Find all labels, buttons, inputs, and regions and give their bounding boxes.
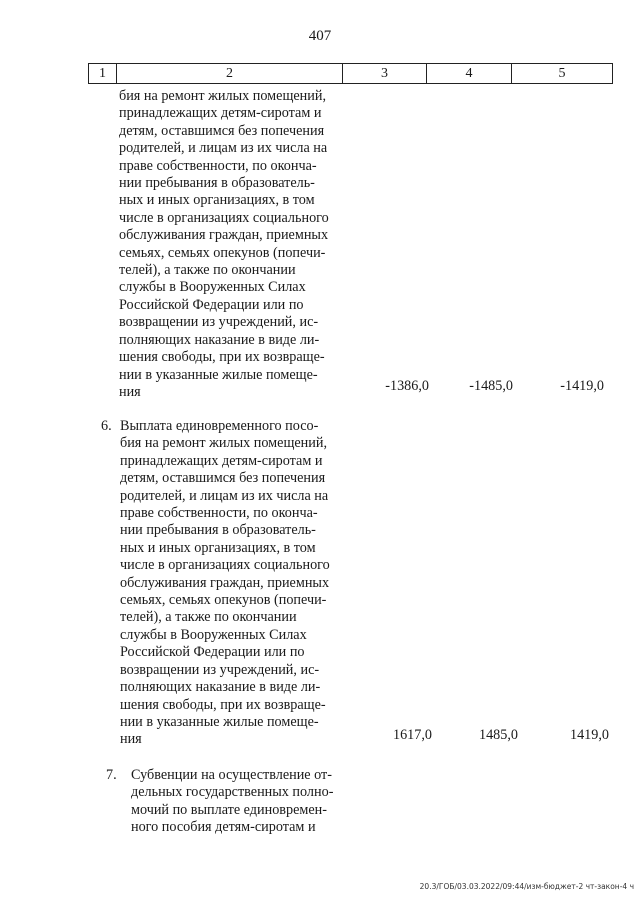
row-value-col-3: 1617,0 — [392, 727, 432, 743]
row-text: Выплата единовременного посо- бия на ремонт жилых помещений, принадлежащих детям-сиротам и детям, оставшимся без попечения родителей, и лицам из их числа на праве собственности, по оконча- нии пребывания в образователь- ных и иных организациях, в том числе в организациях социального обслуживания граждан, приемных семьях, семьях опекунов (попечи- телей), а также по окончании службы в Вооруженных Силах Российской Федерации или по возвращении из учреждений, ис- полняющих наказание в виде ли- шения свободы, при их возвраще- нии в указанные жилые помеще- ния — [120, 418, 330, 748]
row-value-col-5: 1419,0 — [569, 727, 609, 743]
row-text: Субвенции на осуществление от- дельных государственных полно- мочий по выплате единовремен- ного пособия детям-сиротам и — [131, 767, 334, 836]
row-value-col-5: -1419,0 — [560, 378, 604, 394]
row-number: 6. — [101, 418, 112, 434]
row-value-col-4: 1485,0 — [478, 727, 518, 743]
row-value-col-3: -1386,0 — [385, 378, 429, 394]
header-col-4: 4 — [427, 64, 512, 83]
header-col-2: 2 — [117, 64, 343, 83]
table-header-row — [88, 63, 613, 84]
page-number: 407 — [308, 28, 332, 44]
footer-note: 20.3/ГОБ/03.03.2022/09:44/изм-бюджет-2 чт-закон-4 ч — [419, 882, 634, 891]
header-col-3: 3 — [343, 64, 427, 83]
header-col-5: 5 — [558, 66, 566, 81]
row-number: 7. — [106, 767, 117, 783]
row-text: бия на ремонт жилых помещений, принадлежащих детям-сиротам и детям, оставшимся без попечения родителей, и лицам из их числа на праве собственности, по оконча- нии пребывания в образователь- ных и иных организациях, в том числе в организациях социального обслуживания граждан, приемных семьях, семьях опекунов (попечи- телей), а также по окончании службы в Вооруженных Силах Российской Федерации или по возвращении из учреждений, ис- полняющих наказание в виде ли- шения свободы, при их возвраще- нии в указанные жилые помеще- ния — [119, 88, 329, 400]
row-value-col-4: -1485,0 — [469, 378, 513, 394]
header-col-1: 1 — [89, 64, 117, 83]
